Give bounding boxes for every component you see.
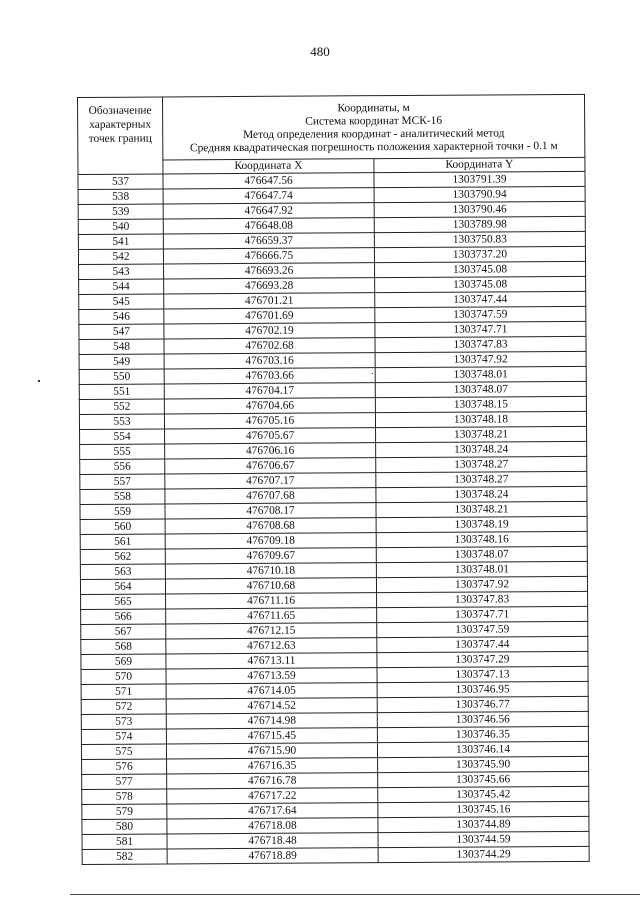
coordinate-x-cell: 476715.45 xyxy=(166,728,377,744)
coordinates-table-wrapper xyxy=(77,94,590,865)
point-number-cell: 570 xyxy=(81,669,166,685)
coordinate-y-cell: 1303744.29 xyxy=(378,846,589,862)
header-title-line: Метод определения координат - аналитический метод xyxy=(243,127,505,141)
point-number-cell: 537 xyxy=(78,174,163,190)
coordinate-y-cell: 1303744.59 xyxy=(378,831,589,847)
coordinate-y-cell: 1303748.27 xyxy=(376,471,587,487)
point-number-cell: 581 xyxy=(82,834,167,850)
point-label-header: Обозначение характерных точек границ xyxy=(78,97,163,175)
point-number-cell: 576 xyxy=(82,759,167,775)
coordinate-x-cell: 476693.26 xyxy=(164,263,375,279)
point-number-cell: 538 xyxy=(78,189,163,205)
coordinate-x-cell: 476711.16 xyxy=(166,593,377,609)
coordinate-y-cell: 1303747.83 xyxy=(375,336,586,352)
coordinates-table xyxy=(77,94,590,865)
coordinate-x-cell: 476703.66 xyxy=(164,368,375,384)
point-number-cell: 568 xyxy=(81,639,166,655)
coordinate-x-cell: 476709.67 xyxy=(165,548,376,564)
coordinate-y-cell: 1303747.83 xyxy=(377,591,588,607)
point-number-cell: 561 xyxy=(80,534,165,550)
coordinate-x-cell: 476693.28 xyxy=(164,278,375,294)
coordinate-x-cell: 476702.19 xyxy=(164,323,375,339)
coordinate-y-cell: 1303744.89 xyxy=(378,816,589,832)
coordinate-y-cell: 1303745.42 xyxy=(378,786,589,802)
column-header-x: Координата X xyxy=(163,159,374,174)
coordinate-y-cell: 1303747.71 xyxy=(377,606,588,622)
coordinate-x-cell: 476716.78 xyxy=(167,773,378,789)
coordinate-y-cell: 1303746.35 xyxy=(377,726,588,742)
coordinate-x-cell: 476708.68 xyxy=(165,518,376,534)
point-number-cell: 579 xyxy=(82,804,167,820)
coordinate-x-cell: 476717.64 xyxy=(167,803,378,819)
point-number-cell: 566 xyxy=(81,609,166,625)
coordinate-y-cell: 1303747.44 xyxy=(377,636,588,652)
coordinate-x-cell: 476713.59 xyxy=(166,668,377,684)
coordinate-x-cell: 476718.08 xyxy=(167,818,378,834)
coordinate-y-cell: 1303746.56 xyxy=(377,711,588,727)
coordinate-x-cell: 476703.16 xyxy=(164,353,375,369)
coordinate-y-cell: 1303748.16 xyxy=(376,531,587,547)
coordinate-x-cell: 476718.48 xyxy=(167,833,378,849)
coordinate-x-cell: 476704.66 xyxy=(164,398,375,414)
coordinate-y-cell: 1303791.39 xyxy=(374,171,585,187)
coordinate-y-cell: 1303745.90 xyxy=(378,756,589,772)
point-number-cell: 575 xyxy=(81,744,166,760)
point-number-cell: 554 xyxy=(80,429,165,445)
coordinate-y-cell: 1303748.01 xyxy=(376,561,587,577)
point-number-cell: 544 xyxy=(79,279,164,295)
coordinate-y-cell: 1303745.08 xyxy=(375,276,586,292)
coordinate-y-cell: 1303748.01 xyxy=(375,366,586,382)
point-number-cell: 550 xyxy=(79,369,164,385)
table-row xyxy=(82,846,589,864)
header-title-line: Средняя квадратическая погрешность положения характерной точки - 0.1 м xyxy=(189,140,558,155)
coordinate-y-cell: 1303789.98 xyxy=(374,216,585,232)
coordinate-y-cell: 1303748.07 xyxy=(375,381,586,397)
coordinate-y-cell: 1303748.24 xyxy=(376,441,587,457)
coordinate-x-cell: 476710.18 xyxy=(165,563,376,579)
coordinate-y-cell: 1303748.24 xyxy=(376,486,587,502)
point-number-cell: 572 xyxy=(81,699,166,715)
coordinate-y-cell: 1303745.66 xyxy=(378,771,589,787)
coordinate-x-cell: 476705.67 xyxy=(165,428,376,444)
coordinate-y-cell: 1303747.92 xyxy=(376,576,587,592)
point-number-cell: 539 xyxy=(78,204,163,220)
coordinate-x-cell: 476659.37 xyxy=(163,233,374,249)
point-number-cell: 558 xyxy=(80,489,165,505)
table-body xyxy=(78,171,589,864)
coordinate-x-cell: 476648.08 xyxy=(163,218,374,234)
point-number-cell: 563 xyxy=(80,564,165,580)
coordinate-x-cell: 476714.05 xyxy=(166,683,377,699)
point-number-cell: 560 xyxy=(80,519,165,535)
point-number-cell: 573 xyxy=(81,714,166,730)
coordinate-x-cell: 476707.68 xyxy=(165,488,376,504)
point-number-cell: 543 xyxy=(79,264,164,280)
coordinate-y-cell: 1303747.44 xyxy=(375,291,586,307)
point-number-cell: 569 xyxy=(81,654,166,670)
coordinate-x-cell: 476702.68 xyxy=(164,338,375,354)
coordinate-y-cell: 1303747.59 xyxy=(377,621,588,637)
coordinate-y-cell: 1303746.14 xyxy=(377,741,588,757)
point-number-cell: 542 xyxy=(78,249,163,265)
coordinate-x-cell: 476713.11 xyxy=(166,653,377,669)
coordinate-x-cell: 476710.68 xyxy=(165,578,376,594)
point-number-cell: 574 xyxy=(81,729,166,745)
point-number-cell: 551 xyxy=(79,384,164,400)
point-number-cell: 577 xyxy=(82,774,167,790)
point-number-cell: 552 xyxy=(79,399,164,415)
coordinate-x-cell: 476647.74 xyxy=(163,188,374,204)
coordinate-y-cell: 1303747.29 xyxy=(377,651,588,667)
coordinate-x-cell: 476711.65 xyxy=(166,608,377,624)
point-number-cell: 564 xyxy=(80,579,165,595)
coordinate-y-cell: 1303747.13 xyxy=(377,666,588,682)
point-number-cell: 555 xyxy=(80,444,165,460)
coordinate-x-cell: 476701.21 xyxy=(164,293,375,309)
coordinate-y-cell: 1303745.16 xyxy=(378,801,589,817)
coordinate-x-cell: 476709.18 xyxy=(165,533,376,549)
point-number-cell: 553 xyxy=(79,414,164,430)
coordinate-x-cell: 476712.15 xyxy=(166,623,377,639)
coordinate-x-cell: 476666.75 xyxy=(163,248,374,264)
point-number-cell: 556 xyxy=(80,459,165,475)
point-number-cell: 559 xyxy=(80,504,165,520)
coordinate-y-cell: 1303746.77 xyxy=(377,696,588,712)
coordinate-y-cell: 1303748.19 xyxy=(376,516,587,532)
point-number-cell: 557 xyxy=(80,474,165,490)
coordinate-y-cell: 1303748.07 xyxy=(376,546,587,562)
coordinate-y-cell: 1303790.46 xyxy=(374,201,585,217)
coordinate-y-cell: 1303747.71 xyxy=(375,321,586,337)
coordinate-x-cell: 476712.63 xyxy=(166,638,377,654)
coordinate-x-cell: 476716.35 xyxy=(167,758,378,774)
point-number-cell: 546 xyxy=(79,309,164,325)
coordinate-x-cell: 476714.98 xyxy=(166,713,377,729)
page-number: 480 xyxy=(310,44,330,59)
point-number-cell: 571 xyxy=(81,684,166,700)
coordinate-y-cell: 1303748.21 xyxy=(376,501,587,517)
point-number-cell: 582 xyxy=(82,849,167,865)
coordinate-x-cell: 476707.17 xyxy=(165,473,376,489)
point-number-cell: 578 xyxy=(82,789,167,805)
coordinate-y-cell: 1303745.08 xyxy=(375,261,586,277)
coordinate-x-cell: 476706.16 xyxy=(165,443,376,459)
coordinate-y-cell: 1303790.94 xyxy=(374,186,585,202)
coordinate-x-cell: 476714.52 xyxy=(166,698,377,714)
coordinate-y-cell: 1303748.27 xyxy=(376,456,587,472)
column-header-y: Координата Y xyxy=(374,157,585,172)
scan-speck xyxy=(38,380,40,382)
coordinate-y-cell: 1303748.15 xyxy=(375,396,586,412)
coordinate-y-cell: 1303747.59 xyxy=(375,306,586,322)
coordinate-x-cell: 476704.17 xyxy=(164,383,375,399)
scan-edge-line xyxy=(70,894,640,895)
coordinate-x-cell: 476701.69 xyxy=(164,308,375,324)
coordinate-x-cell: 476705.16 xyxy=(164,413,375,429)
point-number-cell: 567 xyxy=(81,624,166,640)
point-number-cell: 548 xyxy=(79,339,164,355)
coordinate-y-cell: 1303737.20 xyxy=(374,246,585,262)
point-number-cell: 547 xyxy=(79,324,164,340)
scan-speck xyxy=(372,373,373,374)
coordinate-x-cell: 476717.22 xyxy=(167,788,378,804)
point-number-cell: 549 xyxy=(79,354,164,370)
coordinate-y-cell: 1303747.92 xyxy=(375,351,586,367)
coordinate-x-cell: 476647.56 xyxy=(163,173,374,189)
coordinate-x-cell: 476715.90 xyxy=(166,743,377,759)
coordinate-x-cell: 476718.89 xyxy=(167,848,378,864)
coordinate-x-cell: 476708.17 xyxy=(165,503,376,519)
point-number-cell: 565 xyxy=(81,594,166,610)
point-number-cell: 562 xyxy=(80,549,165,565)
coordinate-x-cell: 476706.67 xyxy=(165,458,376,474)
coordinate-y-cell: 1303748.21 xyxy=(376,426,587,442)
coordinate-x-cell: 476647.92 xyxy=(163,203,374,219)
point-number-cell: 541 xyxy=(78,234,163,250)
coordinate-y-cell: 1303750.83 xyxy=(374,231,585,247)
header-title-line: Система координат МСК-16 xyxy=(305,114,443,128)
coordinates-header xyxy=(163,94,585,160)
coordinate-y-cell: 1303748.18 xyxy=(375,411,586,427)
coordinate-y-cell: 1303746.95 xyxy=(377,681,588,697)
header-title-line: Координаты, м xyxy=(337,101,410,115)
point-number-cell: 545 xyxy=(79,294,164,310)
point-number-cell: 580 xyxy=(82,819,167,835)
point-number-cell: 540 xyxy=(78,219,163,235)
